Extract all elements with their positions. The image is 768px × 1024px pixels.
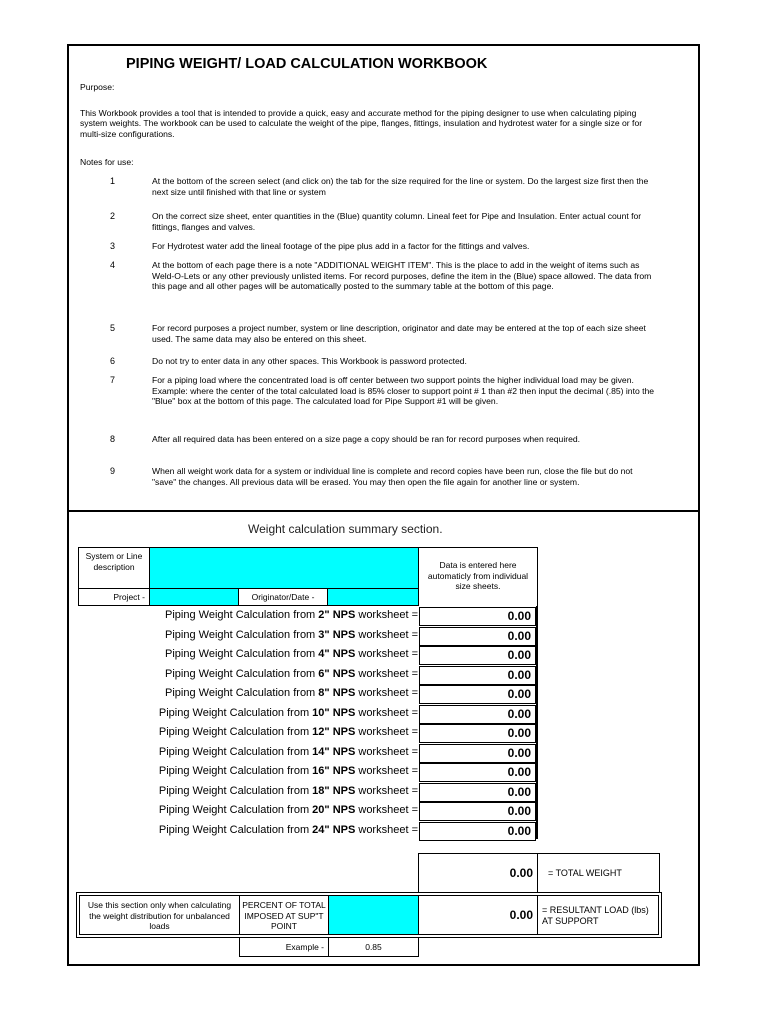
calc-row-label [100, 645, 418, 664]
row-nps: NPS [332, 823, 356, 836]
purpose-label: Purpose: [80, 82, 115, 92]
calc-row-label [100, 684, 418, 703]
calc-row-value: 0.00 [419, 802, 536, 821]
section-divider [67, 510, 700, 512]
calc-row-value: 0.00 [419, 724, 536, 743]
row-size: 2" [318, 609, 330, 621]
summary-title: Weight calculation summary section. [248, 522, 443, 536]
calc-row-value: 0.00 [419, 666, 536, 685]
row-prefix: Piping Weight Calculation from [165, 687, 316, 699]
calc-row-label [100, 743, 418, 762]
calc-row-value: 0.00 [419, 627, 536, 646]
resultant-label-cell: = RESULTANT LOAD (lbs) AT SUPPORT [537, 895, 659, 935]
row-size: 18" [312, 784, 330, 797]
calc-row-label [100, 704, 418, 723]
calc-row-label [100, 606, 418, 625]
note-number: 5 [110, 323, 116, 333]
row-suffix: worksheet = [358, 726, 418, 738]
row-prefix: Piping Weight Calculation from [158, 823, 310, 836]
note-number: 3 [110, 241, 116, 251]
row-size: 14" [312, 745, 330, 758]
percent-label-cell: PERCENT OF TOTAL IMPOSED AT SUP"T POINT [239, 895, 329, 935]
row-nps: NPS [332, 609, 356, 621]
row-suffix: worksheet = [358, 687, 418, 699]
calc-row-label [100, 626, 418, 645]
note-text: At the bottom of each page there is a note "ADDITIONAL WEIGHT ITEM". This is the place to add in the weight of items such as Weld-O-Lets or any other previously unlisted items. For record purposes, define the item in the (Blue) space allowed. The data from this page and all other pages will be automatically posted to the summary table at the bottom of this page. [152, 260, 652, 292]
note-number: 6 [110, 356, 116, 366]
calc-row-label [100, 801, 418, 820]
calc-row-label [100, 821, 418, 840]
unbalanced-note-cell: Use this section only when calculating the weight distribution for unbalanced loads [79, 895, 240, 935]
note-number: 4 [110, 260, 116, 270]
row-suffix: worksheet = [358, 804, 418, 816]
example-label-cell: Example - [239, 937, 329, 957]
row-nps: NPS [332, 667, 356, 680]
auto-note-cell: Data is entered here automaticly from individual size sheets. [418, 547, 538, 606]
row-size: 6" [318, 667, 330, 680]
row-size: 8" [318, 687, 330, 699]
note-text: Do not try to enter data in any other spaces. This Workbook is password protected. [152, 356, 467, 366]
row-prefix: Piping Weight Calculation from [158, 784, 310, 797]
originator-input[interactable] [327, 588, 419, 606]
row-nps: NPS [332, 648, 356, 660]
purpose-text: This Workbook provides a tool that is intended to provide a quick, easy and accurate method for the piping designer to use when calculating piping system weights. The workbook can be used to calculate the weight of the pipe, flanges, fittings, insulation and hydrotest water for a single size or for multi-size configurations. [80, 108, 643, 139]
total-weight-value: 0.00 [418, 853, 538, 893]
resultant-load-value: 0.00 [418, 895, 538, 935]
row-nps: NPS [332, 706, 356, 719]
note-text: At the bottom of the screen select (and click on) the tab for the size required for the line or system. Do the largest size first then the next size until finished with that line or system [152, 176, 649, 197]
row-prefix: Piping Weight Calculation from [165, 609, 316, 621]
system-label-cell: System or Line description [78, 547, 150, 589]
row-nps: NPS [332, 745, 356, 758]
row-size: 3" [318, 628, 330, 641]
row-prefix: Piping Weight Calculation from [165, 667, 316, 680]
note-number: 1 [110, 176, 116, 186]
row-size: 4" [318, 648, 330, 660]
row-suffix: worksheet = [358, 823, 418, 836]
calc-row-value: 0.00 [419, 685, 536, 704]
note-text: After all required data has been entered on a size page a copy should be ran for record purposes when required. [152, 434, 581, 444]
values-right-border [536, 606, 538, 839]
row-nps: NPS [332, 784, 356, 797]
row-size: 20" [312, 804, 330, 816]
row-nps: NPS [332, 726, 356, 738]
project-label-cell: Project - [78, 588, 150, 606]
row-suffix: worksheet = [358, 667, 418, 680]
calc-row-value: 0.00 [419, 783, 536, 802]
row-suffix: worksheet = [358, 628, 418, 641]
note-text: When all weight work data for a system or individual line is complete and record copies have been run, close the file but do not "save" the changes. All previous data will be erased. You may then open the file again for another line or system. [152, 466, 633, 487]
calc-row-value: 0.00 [419, 744, 536, 763]
calc-row-label [100, 665, 418, 684]
calc-row-label [100, 782, 418, 801]
calc-row-label [100, 762, 418, 781]
calc-row-value: 0.00 [419, 607, 536, 626]
note-number: 2 [110, 211, 116, 221]
note-number: 7 [110, 375, 116, 385]
row-size: 10" [312, 706, 330, 719]
row-suffix: worksheet = [358, 648, 418, 660]
row-suffix: worksheet = [358, 784, 418, 797]
row-suffix: worksheet = [358, 765, 418, 777]
row-suffix: worksheet = [358, 609, 418, 621]
note-number: 8 [110, 434, 116, 444]
row-prefix: Piping Weight Calculation from [165, 648, 316, 660]
row-nps: NPS [332, 687, 356, 699]
calc-row-value: 0.00 [419, 705, 536, 724]
row-nps: NPS [332, 765, 356, 777]
row-size: 16" [312, 765, 330, 777]
row-nps: NPS [332, 804, 356, 816]
total-weight-label-cell: = TOTAL WEIGHT [537, 853, 660, 893]
row-prefix: Piping Weight Calculation from [158, 706, 310, 719]
row-suffix: worksheet = [358, 745, 418, 758]
row-nps: NPS [332, 628, 356, 641]
note-text: For a piping load where the concentrated load is off center between two support points the higher individual load may be given. Example: where the center of the total calculated load is 85% closer to support point # 1 than #2 then input the decimal (.85) into the "Blue" box at the bottom of this page. The calculated load for Pipe Support #1 will be given. [152, 375, 655, 407]
page-title: PIPING WEIGHT/ LOAD CALCULATION WORKBOOK [126, 56, 488, 72]
note-text: For Hydrotest water add the lineal footage of the pipe plus add in a factor for the fittings and valves. [152, 241, 530, 251]
row-prefix: Piping Weight Calculation from [165, 628, 316, 641]
percent-input[interactable] [328, 895, 419, 935]
row-size: 12" [312, 726, 330, 738]
row-size: 24" [312, 823, 330, 836]
note-number: 9 [110, 466, 116, 476]
calc-row-value: 0.00 [419, 763, 536, 782]
project-input[interactable] [149, 588, 239, 606]
row-prefix: Piping Weight Calculation from [158, 804, 310, 816]
note-text: For record purposes a project number, system or line description, originator and date may be entered at the top of each size sheet used. The same data may also be entered on this sheet. [152, 323, 646, 344]
originator-label-cell: Originator/Date - [238, 588, 328, 606]
note-text: On the correct size sheet, enter quantities in the (Blue) quantity column. Lineal feet for Pipe and Insulation. Enter actual count for fittings, flanges and valves. [152, 211, 642, 232]
row-prefix: Piping Weight Calculation from [158, 726, 310, 738]
row-prefix: Piping Weight Calculation from [158, 745, 310, 758]
calc-row-value: 0.00 [419, 822, 536, 841]
row-prefix: Piping Weight Calculation from [158, 765, 310, 777]
example-value-cell: 0.85 [328, 937, 419, 957]
calc-row-label [100, 723, 418, 742]
row-suffix: worksheet = [358, 706, 418, 719]
calc-row-value: 0.00 [419, 646, 536, 665]
system-description-input[interactable] [149, 547, 419, 589]
notes-label: Notes for use: [80, 157, 134, 167]
